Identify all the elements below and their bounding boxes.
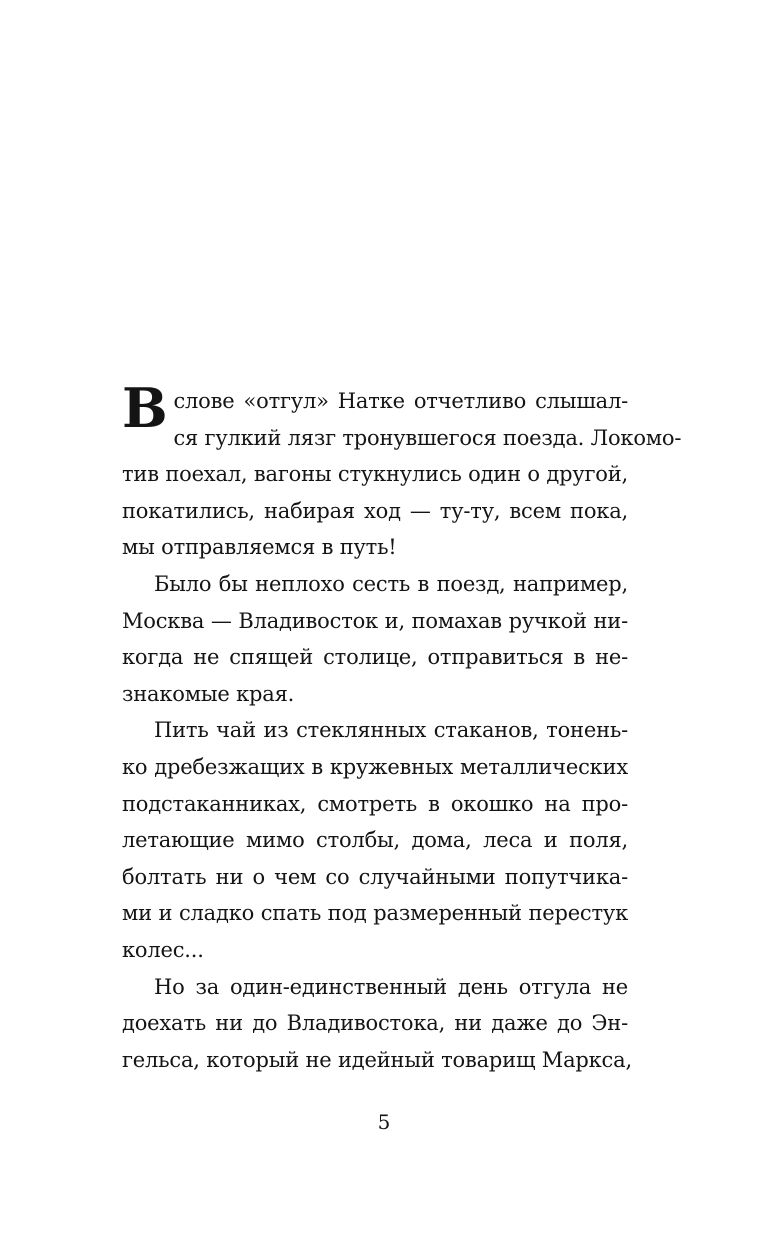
text-line bbox=[122, 969, 628, 1006]
text-line: ся гулкий лязг тронувшегося поезда. Локомо- bbox=[173, 425, 682, 450]
text-line: ко дребезжащих в кружевных металлических bbox=[122, 754, 628, 779]
text-line: ми и сладко спать под размеренный перестук bbox=[122, 901, 628, 926]
text-line: летающие мимо столбы, дома, леса и поля, bbox=[122, 828, 628, 853]
text-line-content: Пить чай из стеклянных стаканов, тонень- bbox=[154, 718, 628, 743]
text-line: колес... bbox=[122, 937, 204, 962]
text-line: слове «отгул» Натке отчетливо слышал- bbox=[173, 389, 628, 413]
text-line: Москва — Владивосток и, помахав ручкой ни- bbox=[122, 608, 628, 633]
text-line: мы отправляемся в путь! bbox=[122, 535, 397, 560]
page-number: 5 bbox=[377, 1110, 391, 1134]
text-line: доехать ни до Владивостока, ни даже до Эн- bbox=[122, 1011, 628, 1036]
drop-cap: В bbox=[122, 376, 168, 440]
text-line: покатились, набирая ход — ту-ту, всем пока, bbox=[122, 498, 628, 523]
text-line: болтать ни о чем со случайными попутчика- bbox=[122, 864, 628, 889]
text-line: гельса, который не идейный товарищ Маркса, bbox=[122, 1047, 632, 1072]
text-line-content: Было бы неплохо сесть в поезд, например, bbox=[154, 571, 628, 596]
text-line: подстаканниках, смотреть в окошко на про- bbox=[122, 791, 628, 816]
text-line: знакомые края. bbox=[122, 681, 295, 706]
text-line: когда не спящей столице, отправиться в не- bbox=[122, 645, 628, 670]
text-line-content: Но за один-единственный день отгула не bbox=[154, 974, 628, 999]
text-line bbox=[122, 566, 628, 603]
text-line: тив поехал, вагоны стукнулись один о другой, bbox=[122, 462, 628, 487]
body-text bbox=[122, 376, 682, 1078]
text-line bbox=[122, 712, 628, 749]
